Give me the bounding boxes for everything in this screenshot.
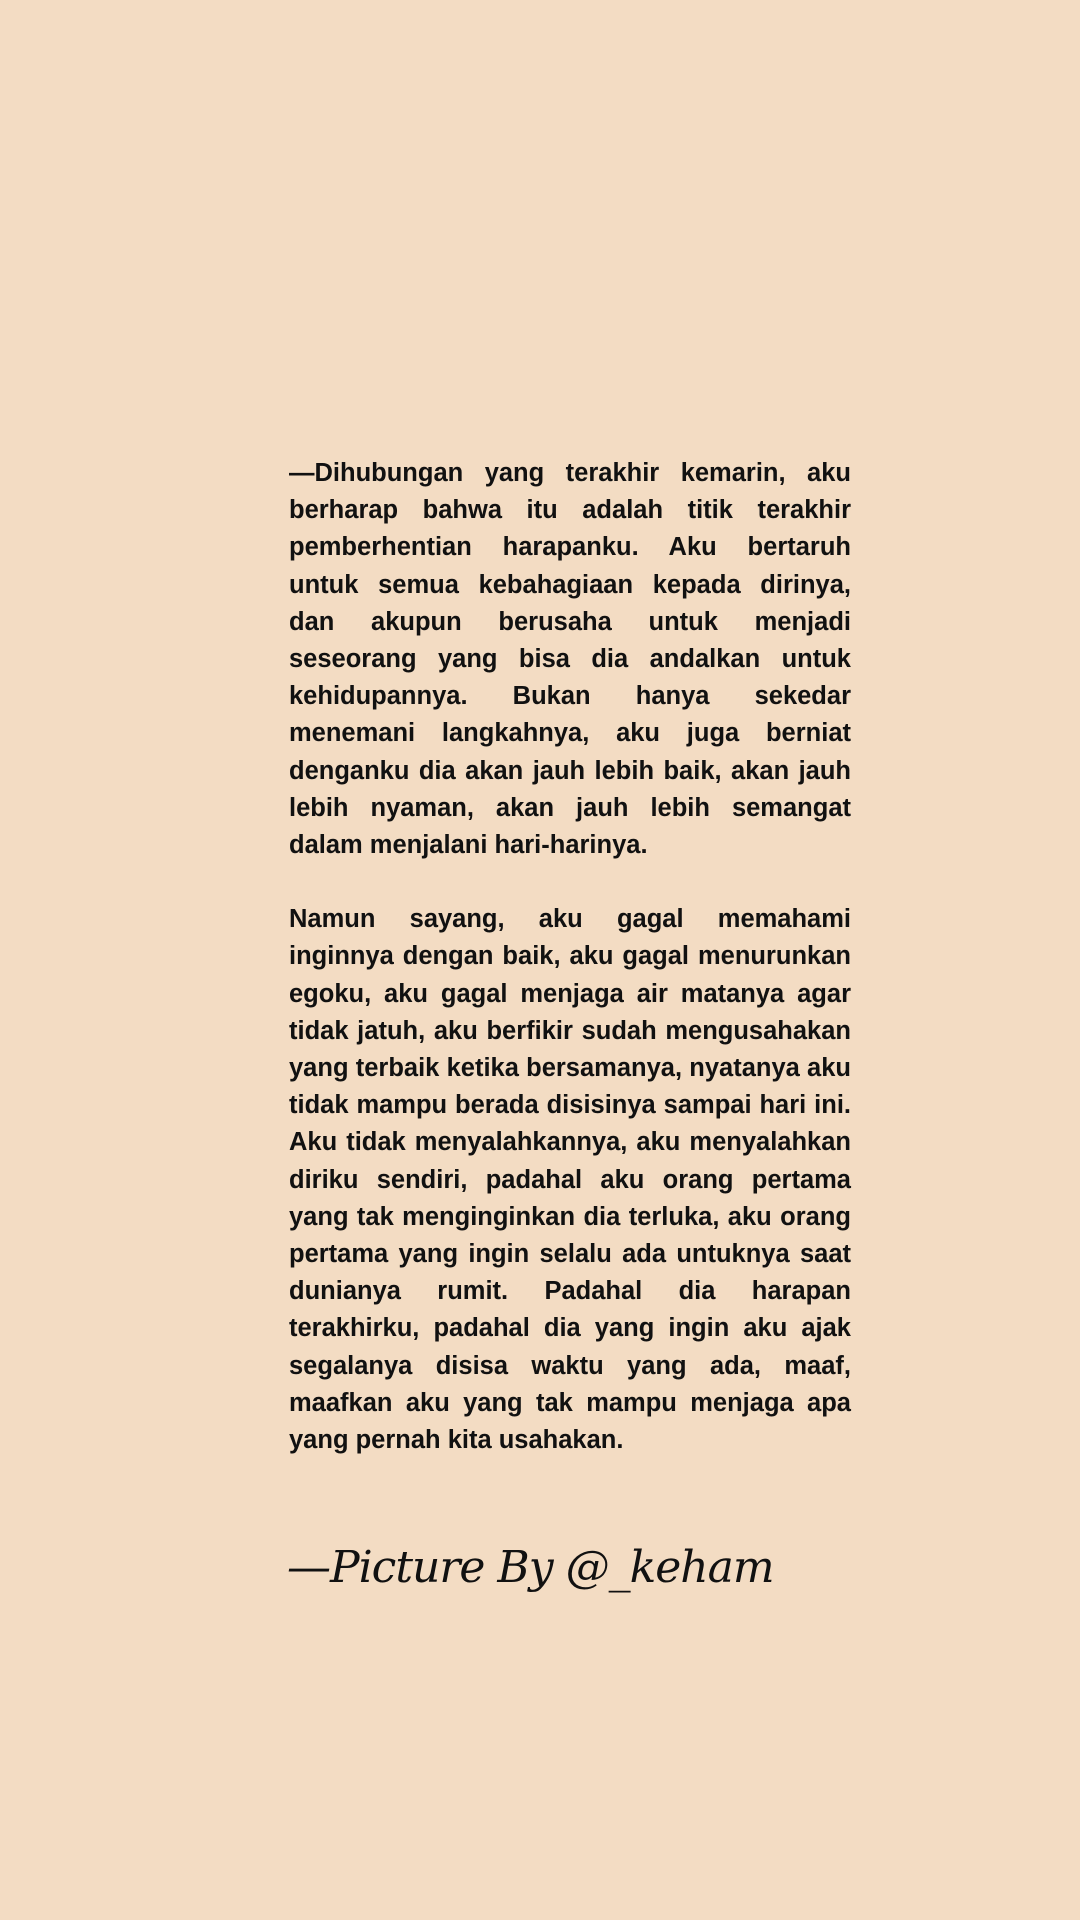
paragraph-2: Namun sayang, aku gagal memahami inginnya dengan baik, aku gagal menurunkan egoku, aku gagal menjaga air matanya agar tidak jatuh, aku berfikir sudah mengusahakan yang terbaik ketika bersamanya, nyatanya aku tidak mampu berada disisinya sampai hari ini. Aku tidak menyalahkannya, aku menyalahkan diriku sendiri, padahal aku orang pertama yang tak menginginkan dia terluka, aku orang pertama yang ingin selalu ada untuknya saat dunianya rumit. Padahal dia harapan terakhirku, padahal dia yang ingin aku ajak segalanya disisa waktu yang ada, maaf, maafkan aku yang tak mampu menjaga apa yang pernah kita usahakan. — [289, 905, 851, 1455]
paragraph-1: —Dihubungan yang terakhir kemarin, aku berharap bahwa itu adalah titik terakhir pemberhentian harapanku. Aku bertaruh untuk semua kebahagiaan kepada dirinya, dan akupun berusaha untuk menjadi seseorang yang bisa dia andalkan untuk kehidupannya. Bukan hanya sekedar menemani langkahnya, aku juga berniat denganku dia akan jauh lebih baik, akan jauh lebih nyaman, akan jauh lebih semangat dalam menjalani hari-harinya. — [289, 459, 851, 860]
signature — [287, 1520, 774, 1610]
quote-text-block — [289, 455, 851, 1459]
signature-text: —Picture By @_keham — [287, 1542, 774, 1593]
signature-image — [287, 1520, 774, 1610]
